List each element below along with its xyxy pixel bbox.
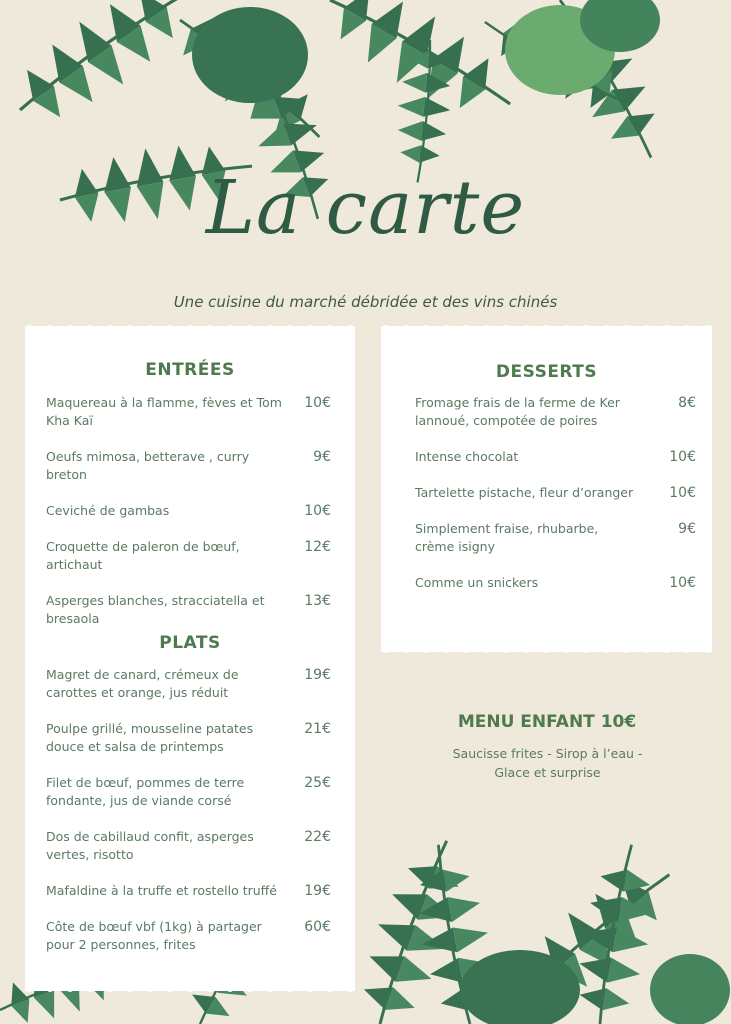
item-name: Côte de bœuf vbf (1kg) à partager pour 2 personnes, frites [46,919,262,952]
page-title: La carte [205,165,526,251]
item-price: 22€ [304,829,331,845]
menu-item [46,448,331,484]
item-name: Magret de canard, crémeux de carottes et orange, jus réduit [46,667,239,700]
menu-item [46,720,331,756]
item-name: Tartelette pistache, fleur d’oranger [415,485,634,500]
item-name: Oeufs mimosa, betterave , curry breton [46,449,250,482]
menu-item [46,828,331,864]
item-price: 10€ [304,503,331,519]
item-name: Mafaldine à la truffe et rostello truffé [46,883,277,898]
menu-item [46,592,331,628]
item-price: 9€ [678,521,696,537]
item-price: 19€ [304,883,331,899]
menu-item [46,774,331,810]
item-price: 10€ [669,449,696,465]
item-name: Poulpe grillé, mousseline patates douce et salsa de printemps [46,721,254,754]
menu-card-left [25,326,355,991]
wave-edge-bottom [25,988,355,996]
item-name: Dos de cabillaud confit, asperges vertes, risotto [46,829,254,862]
item-name: Intense chocolat [415,449,519,464]
menu-item [46,502,331,520]
item-price: 60€ [304,919,331,935]
menu-item [46,666,331,702]
menu-item [46,394,331,430]
item-name: Simplement fraise, rhubarbe, crème isigny [415,521,599,554]
wave-edge-bottom [381,649,712,657]
menu-card-right [381,326,712,652]
item-name: Ceviché de gambas [46,503,170,518]
menu-item [46,538,331,574]
entrees-heading: ENTRÉES [145,360,235,380]
item-price: 25€ [304,775,331,791]
item-price: 9€ [313,449,331,465]
desserts-heading: DESSERTS [495,362,598,382]
menu-item [415,448,696,466]
item-price: 10€ [669,485,696,501]
item-price: 12€ [304,539,331,555]
menu-item [415,574,696,592]
item-price: 19€ [304,667,331,683]
kids-menu-description: Saucisse frites - Sirop à l’eau - Glace et surprise [452,746,643,780]
wave-edge-top [25,321,355,329]
menu-item [46,918,331,954]
plats-heading: PLATS [159,633,221,653]
item-price: 10€ [669,575,696,591]
wave-edge-top [381,321,712,329]
item-name: Filet de bœuf, pommes de terre fondante, jus de viande corsé [46,775,245,808]
item-name: Comme un snickers [415,575,539,590]
menu-item [46,882,331,900]
item-price: 21€ [304,721,331,737]
menu-item [415,394,696,430]
item-name: Asperges blanches, stracciatella et bresaola [46,593,265,626]
item-name: Croquette de paleron de bœuf, artichaut [46,539,240,572]
page-subtitle: Une cuisine du marché débridée et des vins chinés [173,293,558,311]
kids-menu-heading: MENU ENFANT 10€ [457,712,637,732]
item-price: 8€ [678,395,696,411]
item-price: 13€ [304,593,331,609]
item-name: Maquereau à la flamme, fèves et Tom Kha Kaï [46,395,282,428]
menu-item [415,484,696,502]
item-name: Fromage frais de la ferme de Ker lannoué, compotée de poires [415,395,620,428]
menu-item [415,520,696,556]
item-price: 10€ [304,395,331,411]
